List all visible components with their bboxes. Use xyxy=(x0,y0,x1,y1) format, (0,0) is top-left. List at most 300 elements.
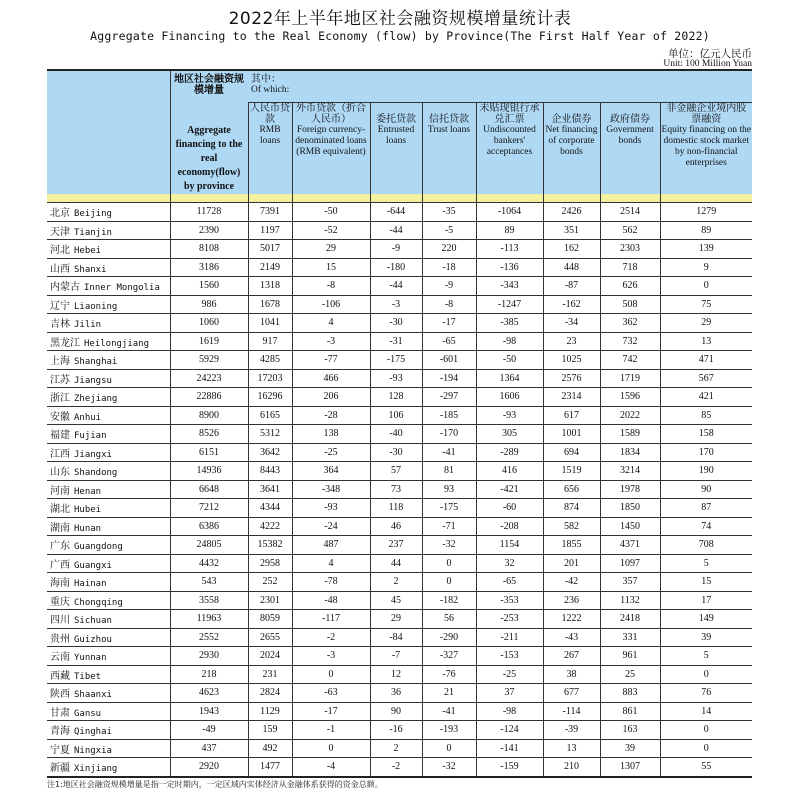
value-cell: 351 xyxy=(543,221,600,240)
value-cell: 543 xyxy=(170,573,248,592)
value-cell: 44 xyxy=(370,554,422,573)
header-of-which-en: Of which: xyxy=(251,85,290,95)
header-col-en: Government bonds xyxy=(606,124,654,146)
value-cell: 1318 xyxy=(248,277,292,296)
value-cell: -8 xyxy=(422,295,476,314)
value-cell: 4222 xyxy=(248,517,292,536)
province-name-cn: 西藏 xyxy=(50,670,70,682)
value-cell: 1943 xyxy=(170,702,248,721)
value-cell: 718 xyxy=(600,258,660,277)
table-row xyxy=(47,610,752,629)
value-cell: -117 xyxy=(292,610,370,629)
province-name-cn: 江西 xyxy=(50,448,70,460)
header-col-en: Undiscounted bankers' acceptances xyxy=(483,124,536,157)
province-cell xyxy=(47,739,170,758)
value-cell: 1097 xyxy=(600,554,660,573)
value-cell: 46 xyxy=(370,517,422,536)
header-col-en: RMB loans xyxy=(259,124,281,146)
value-cell: 236 xyxy=(543,591,600,610)
value-cell: 16296 xyxy=(248,388,292,407)
header-col-corporate-bonds xyxy=(543,102,600,194)
value-cell: -17 xyxy=(292,702,370,721)
value-cell: -289 xyxy=(476,443,543,462)
table-row xyxy=(47,591,752,610)
value-cell: -297 xyxy=(422,388,476,407)
value-cell: 4344 xyxy=(248,499,292,518)
value-cell: 1606 xyxy=(476,388,543,407)
value-cell: 1596 xyxy=(600,388,660,407)
province-cell xyxy=(47,702,170,721)
province-name-en: Liaoning xyxy=(74,301,118,312)
province-name-cn: 安徽 xyxy=(50,411,70,423)
value-cell: 89 xyxy=(476,221,543,240)
value-cell: -421 xyxy=(476,480,543,499)
province-cell xyxy=(47,499,170,518)
province-cell xyxy=(47,591,170,610)
value-cell: -153 xyxy=(476,647,543,666)
value-cell: -43 xyxy=(543,628,600,647)
value-cell: -35 xyxy=(422,203,476,222)
header-col-rmb-loans xyxy=(248,102,292,194)
value-cell: 267 xyxy=(543,647,600,666)
value-cell: -193 xyxy=(422,721,476,740)
table-row xyxy=(47,628,752,647)
value-cell: 2920 xyxy=(170,758,248,777)
table-row xyxy=(47,258,752,277)
value-cell: 252 xyxy=(248,573,292,592)
value-cell: -124 xyxy=(476,721,543,740)
header-col-en: Trust loans xyxy=(427,124,471,135)
value-cell: 190 xyxy=(660,462,752,481)
province-name-cn: 浙江 xyxy=(50,393,70,405)
value-cell: 492 xyxy=(248,739,292,758)
value-cell: 362 xyxy=(600,314,660,333)
province-name-cn: 福建 xyxy=(50,430,70,442)
province-name-en: Ningxia xyxy=(74,745,112,756)
province-cell xyxy=(47,443,170,462)
header-col-cn: 企业债券 xyxy=(551,113,592,125)
value-cell: 5312 xyxy=(248,425,292,444)
province-cell xyxy=(47,462,170,481)
value-cell: 89 xyxy=(660,221,752,240)
value-cell: -31 xyxy=(370,332,422,351)
value-cell: 106 xyxy=(370,406,422,425)
table-row xyxy=(47,517,752,536)
value-cell: 2314 xyxy=(543,388,600,407)
value-cell: -1247 xyxy=(476,295,543,314)
value-cell: 36 xyxy=(370,684,422,703)
province-name-en: Shanxi xyxy=(74,264,107,275)
value-cell: 45 xyxy=(370,591,422,610)
value-cell: 917 xyxy=(248,332,292,351)
province-cell xyxy=(47,684,170,703)
value-cell: 1850 xyxy=(600,499,660,518)
value-cell: 14 xyxy=(660,702,752,721)
value-cell: 1197 xyxy=(248,221,292,240)
value-cell: 0 xyxy=(660,739,752,758)
value-cell: -2 xyxy=(292,628,370,647)
header-separator xyxy=(47,194,752,203)
value-cell: -136 xyxy=(476,258,543,277)
value-cell: 85 xyxy=(660,406,752,425)
province-name-cn: 江苏 xyxy=(50,374,70,386)
value-cell: -170 xyxy=(422,425,476,444)
province-cell xyxy=(47,554,170,573)
value-cell: 237 xyxy=(370,536,422,555)
table-row xyxy=(47,647,752,666)
value-cell: 5 xyxy=(660,554,752,573)
header-of-which xyxy=(248,70,752,102)
value-cell: 2514 xyxy=(600,203,660,222)
province-name-en: Fujian xyxy=(74,431,107,442)
value-cell: 3186 xyxy=(170,258,248,277)
value-cell: 231 xyxy=(248,665,292,684)
table-row xyxy=(47,369,752,388)
value-cell: 170 xyxy=(660,443,752,462)
value-cell: 76 xyxy=(660,684,752,703)
value-cell: 1978 xyxy=(600,480,660,499)
province-cell xyxy=(47,221,170,240)
value-cell: -98 xyxy=(476,332,543,351)
value-cell: 2303 xyxy=(600,240,660,259)
value-cell: -52 xyxy=(292,221,370,240)
value-cell: 162 xyxy=(543,240,600,259)
value-cell: 81 xyxy=(422,462,476,481)
value-cell: -25 xyxy=(476,665,543,684)
unit-label-cn: 单位：亿元人民币 xyxy=(668,48,752,60)
value-cell: 1619 xyxy=(170,332,248,351)
province-name-en: Hainan xyxy=(74,579,107,590)
value-cell: 986 xyxy=(170,295,248,314)
province-name-en: Henan xyxy=(74,486,102,497)
value-cell: 1001 xyxy=(543,425,600,444)
province-cell xyxy=(47,277,170,296)
value-cell: 1279 xyxy=(660,203,752,222)
value-cell: 562 xyxy=(600,221,660,240)
value-cell: -28 xyxy=(292,406,370,425)
value-cell: 1450 xyxy=(600,517,660,536)
header-col-cn: 非金融企业境内股票融资 xyxy=(666,102,747,125)
value-cell: 128 xyxy=(370,388,422,407)
province-cell xyxy=(47,573,170,592)
value-cell: -65 xyxy=(476,573,543,592)
value-cell: 508 xyxy=(600,295,660,314)
value-cell: 0 xyxy=(660,721,752,740)
value-cell: 421 xyxy=(660,388,752,407)
province-name-cn: 广东 xyxy=(50,541,70,553)
value-cell: 2390 xyxy=(170,221,248,240)
value-cell: 13 xyxy=(543,739,600,758)
table-row xyxy=(47,554,752,573)
value-cell: 0 xyxy=(292,739,370,758)
value-cell: 2301 xyxy=(248,591,292,610)
value-cell: -34 xyxy=(543,314,600,333)
province-name-en: Tianjin xyxy=(74,227,112,238)
value-cell: 206 xyxy=(292,388,370,407)
table-row xyxy=(47,462,752,481)
value-cell: -65 xyxy=(422,332,476,351)
value-cell: 1834 xyxy=(600,443,660,462)
value-cell: 2418 xyxy=(600,610,660,629)
value-cell: 24805 xyxy=(170,536,248,555)
value-cell: 1041 xyxy=(248,314,292,333)
value-cell: -175 xyxy=(370,351,422,370)
value-cell: -63 xyxy=(292,684,370,703)
table-row xyxy=(47,573,752,592)
province-cell xyxy=(47,721,170,740)
value-cell: 0 xyxy=(422,739,476,758)
table-row xyxy=(47,240,752,259)
value-cell: -644 xyxy=(370,203,422,222)
value-cell: 9 xyxy=(660,258,752,277)
value-cell: 25 xyxy=(600,665,660,684)
value-cell: -76 xyxy=(422,665,476,684)
value-cell: 2958 xyxy=(248,554,292,573)
value-cell: 90 xyxy=(660,480,752,499)
value-cell: 1154 xyxy=(476,536,543,555)
unit-label-en: Unit: 100 Million Yuan xyxy=(663,59,752,69)
province-name-cn: 重庆 xyxy=(50,596,70,608)
value-cell: 8108 xyxy=(170,240,248,259)
value-cell: 1132 xyxy=(600,591,660,610)
value-cell: 39 xyxy=(660,628,752,647)
province-name-cn: 贵州 xyxy=(50,633,70,645)
value-cell: -49 xyxy=(170,721,248,740)
value-cell: -2 xyxy=(370,758,422,777)
province-name-cn: 甘肃 xyxy=(50,707,70,719)
value-cell: -93 xyxy=(370,369,422,388)
province-cell xyxy=(47,369,170,388)
header-col-foreign-loans xyxy=(292,102,370,194)
value-cell: 15 xyxy=(660,573,752,592)
value-cell: 90 xyxy=(370,702,422,721)
value-cell: -4 xyxy=(292,758,370,777)
province-name-en: Guangxi xyxy=(74,560,112,571)
value-cell: 732 xyxy=(600,332,660,351)
value-cell: 38 xyxy=(543,665,600,684)
value-cell: -141 xyxy=(476,739,543,758)
value-cell: 0 xyxy=(422,554,476,573)
province-name-cn: 湖北 xyxy=(50,504,70,516)
value-cell: 5 xyxy=(660,647,752,666)
value-cell: 874 xyxy=(543,499,600,518)
value-cell: -175 xyxy=(422,499,476,518)
value-cell: -48 xyxy=(292,591,370,610)
value-cell: -32 xyxy=(422,758,476,777)
value-cell: -343 xyxy=(476,277,543,296)
value-cell: 5017 xyxy=(248,240,292,259)
value-cell: 118 xyxy=(370,499,422,518)
value-cell: 57 xyxy=(370,462,422,481)
province-cell xyxy=(47,351,170,370)
value-cell: 0 xyxy=(422,573,476,592)
value-cell: 883 xyxy=(600,684,660,703)
value-cell: 55 xyxy=(660,758,752,777)
province-name-cn: 黑龙江 xyxy=(50,337,80,349)
value-cell: -211 xyxy=(476,628,543,647)
value-cell: 4371 xyxy=(600,536,660,555)
value-cell: 0 xyxy=(660,277,752,296)
province-name-cn: 内蒙古 xyxy=(50,282,80,294)
value-cell: 487 xyxy=(292,536,370,555)
value-cell: 4623 xyxy=(170,684,248,703)
value-cell: 617 xyxy=(543,406,600,425)
value-cell: 2824 xyxy=(248,684,292,703)
table-body xyxy=(47,203,752,777)
value-cell: 677 xyxy=(543,684,600,703)
value-cell: 626 xyxy=(600,277,660,296)
value-cell: 87 xyxy=(660,499,752,518)
province-name-en: Zhejiang xyxy=(74,394,118,405)
province-cell xyxy=(47,480,170,499)
value-cell: 4285 xyxy=(248,351,292,370)
value-cell: 1678 xyxy=(248,295,292,314)
value-cell: -25 xyxy=(292,443,370,462)
value-cell: 73 xyxy=(370,480,422,499)
province-name-en: Jilin xyxy=(74,320,102,331)
province-name-en: Shanghai xyxy=(74,357,118,368)
province-name-cn: 吉林 xyxy=(50,319,70,331)
header-col-cn: 政府债券 xyxy=(610,113,650,125)
table-row xyxy=(47,351,752,370)
table-row xyxy=(47,443,752,462)
province-name-cn: 广西 xyxy=(50,559,70,571)
value-cell: 17 xyxy=(660,591,752,610)
value-cell: -194 xyxy=(422,369,476,388)
value-cell: 416 xyxy=(476,462,543,481)
value-cell: -348 xyxy=(292,480,370,499)
value-cell: 8900 xyxy=(170,406,248,425)
header-col-en: Equity financing on the domestic stock market by non-financial enterprises xyxy=(661,124,751,168)
province-cell xyxy=(47,314,170,333)
value-cell: 29 xyxy=(370,610,422,629)
value-cell: 471 xyxy=(660,351,752,370)
table-row xyxy=(47,739,752,758)
value-cell: 437 xyxy=(170,739,248,758)
value-cell: 5929 xyxy=(170,351,248,370)
value-cell: 1060 xyxy=(170,314,248,333)
value-cell: 15 xyxy=(292,258,370,277)
province-name-cn: 河南 xyxy=(50,485,70,497)
province-name-cn: 山东 xyxy=(50,467,70,479)
province-name-en: Yunnan xyxy=(74,653,107,664)
province-name-en: Inner Mongolia xyxy=(84,283,160,294)
province-name-en: Jiangsu xyxy=(74,375,112,386)
province-name-cn: 陕西 xyxy=(50,689,70,701)
value-cell: 11728 xyxy=(170,203,248,222)
value-cell: 6151 xyxy=(170,443,248,462)
value-cell: -30 xyxy=(370,314,422,333)
province-cell xyxy=(47,758,170,777)
value-cell: 23 xyxy=(543,332,600,351)
province-cell xyxy=(47,388,170,407)
value-cell: 11963 xyxy=(170,610,248,629)
value-cell: -39 xyxy=(543,721,600,740)
value-cell: -60 xyxy=(476,499,543,518)
header-aggregate xyxy=(170,70,248,194)
value-cell: 708 xyxy=(660,536,752,555)
province-cell xyxy=(47,406,170,425)
value-cell: -327 xyxy=(422,647,476,666)
value-cell: -98 xyxy=(476,702,543,721)
value-cell: -9 xyxy=(370,240,422,259)
value-cell: -42 xyxy=(543,573,600,592)
value-cell: 3642 xyxy=(248,443,292,462)
value-cell: 12 xyxy=(370,665,422,684)
value-cell: 1589 xyxy=(600,425,660,444)
value-cell: -5 xyxy=(422,221,476,240)
value-cell: -71 xyxy=(422,517,476,536)
value-cell: 158 xyxy=(660,425,752,444)
province-name-en: Beijing xyxy=(74,209,112,220)
value-cell: 13 xyxy=(660,332,752,351)
value-cell: 2655 xyxy=(248,628,292,647)
value-cell: 3558 xyxy=(170,591,248,610)
header-col-equity-financing xyxy=(660,102,752,194)
table-row xyxy=(47,277,752,296)
value-cell: 1307 xyxy=(600,758,660,777)
value-cell: -40 xyxy=(370,425,422,444)
value-cell: 7212 xyxy=(170,499,248,518)
value-cell: 17203 xyxy=(248,369,292,388)
province-name-cn: 四川 xyxy=(50,615,70,627)
table-row xyxy=(47,425,752,444)
value-cell: -180 xyxy=(370,258,422,277)
value-cell: -3 xyxy=(370,295,422,314)
value-cell: 3641 xyxy=(248,480,292,499)
province-name-cn: 云南 xyxy=(50,652,70,664)
value-cell: -106 xyxy=(292,295,370,314)
header-col-undiscounted-acceptances xyxy=(476,102,543,194)
table-row xyxy=(47,203,752,222)
value-cell: -9 xyxy=(422,277,476,296)
value-cell: 37 xyxy=(476,684,543,703)
province-cell xyxy=(47,332,170,351)
province-cell xyxy=(47,647,170,666)
value-cell: -3 xyxy=(292,647,370,666)
province-name-en: Hebei xyxy=(74,246,102,257)
value-cell: 694 xyxy=(543,443,600,462)
province-cell xyxy=(47,240,170,259)
value-cell: -77 xyxy=(292,351,370,370)
value-cell: -30 xyxy=(370,443,422,462)
value-cell: 466 xyxy=(292,369,370,388)
value-cell: -50 xyxy=(292,203,370,222)
province-name-en: Hunan xyxy=(74,523,102,534)
value-cell: 448 xyxy=(543,258,600,277)
table-row xyxy=(47,702,752,721)
value-cell: 1855 xyxy=(543,536,600,555)
province-cell xyxy=(47,628,170,647)
table-row xyxy=(47,406,752,425)
value-cell: 567 xyxy=(660,369,752,388)
value-cell: 201 xyxy=(543,554,600,573)
value-cell: 56 xyxy=(422,610,476,629)
value-cell: -162 xyxy=(543,295,600,314)
value-cell: 159 xyxy=(248,721,292,740)
header-col-cn: 信托贷款 xyxy=(429,113,469,125)
value-cell: 39 xyxy=(600,739,660,758)
province-name-cn: 海南 xyxy=(50,578,70,590)
table-row xyxy=(47,314,752,333)
value-cell: 74 xyxy=(660,517,752,536)
value-cell: -18 xyxy=(422,258,476,277)
value-cell: -601 xyxy=(422,351,476,370)
value-cell: -78 xyxy=(292,573,370,592)
value-cell: -208 xyxy=(476,517,543,536)
value-cell: 2576 xyxy=(543,369,600,388)
value-cell: 4 xyxy=(292,554,370,573)
